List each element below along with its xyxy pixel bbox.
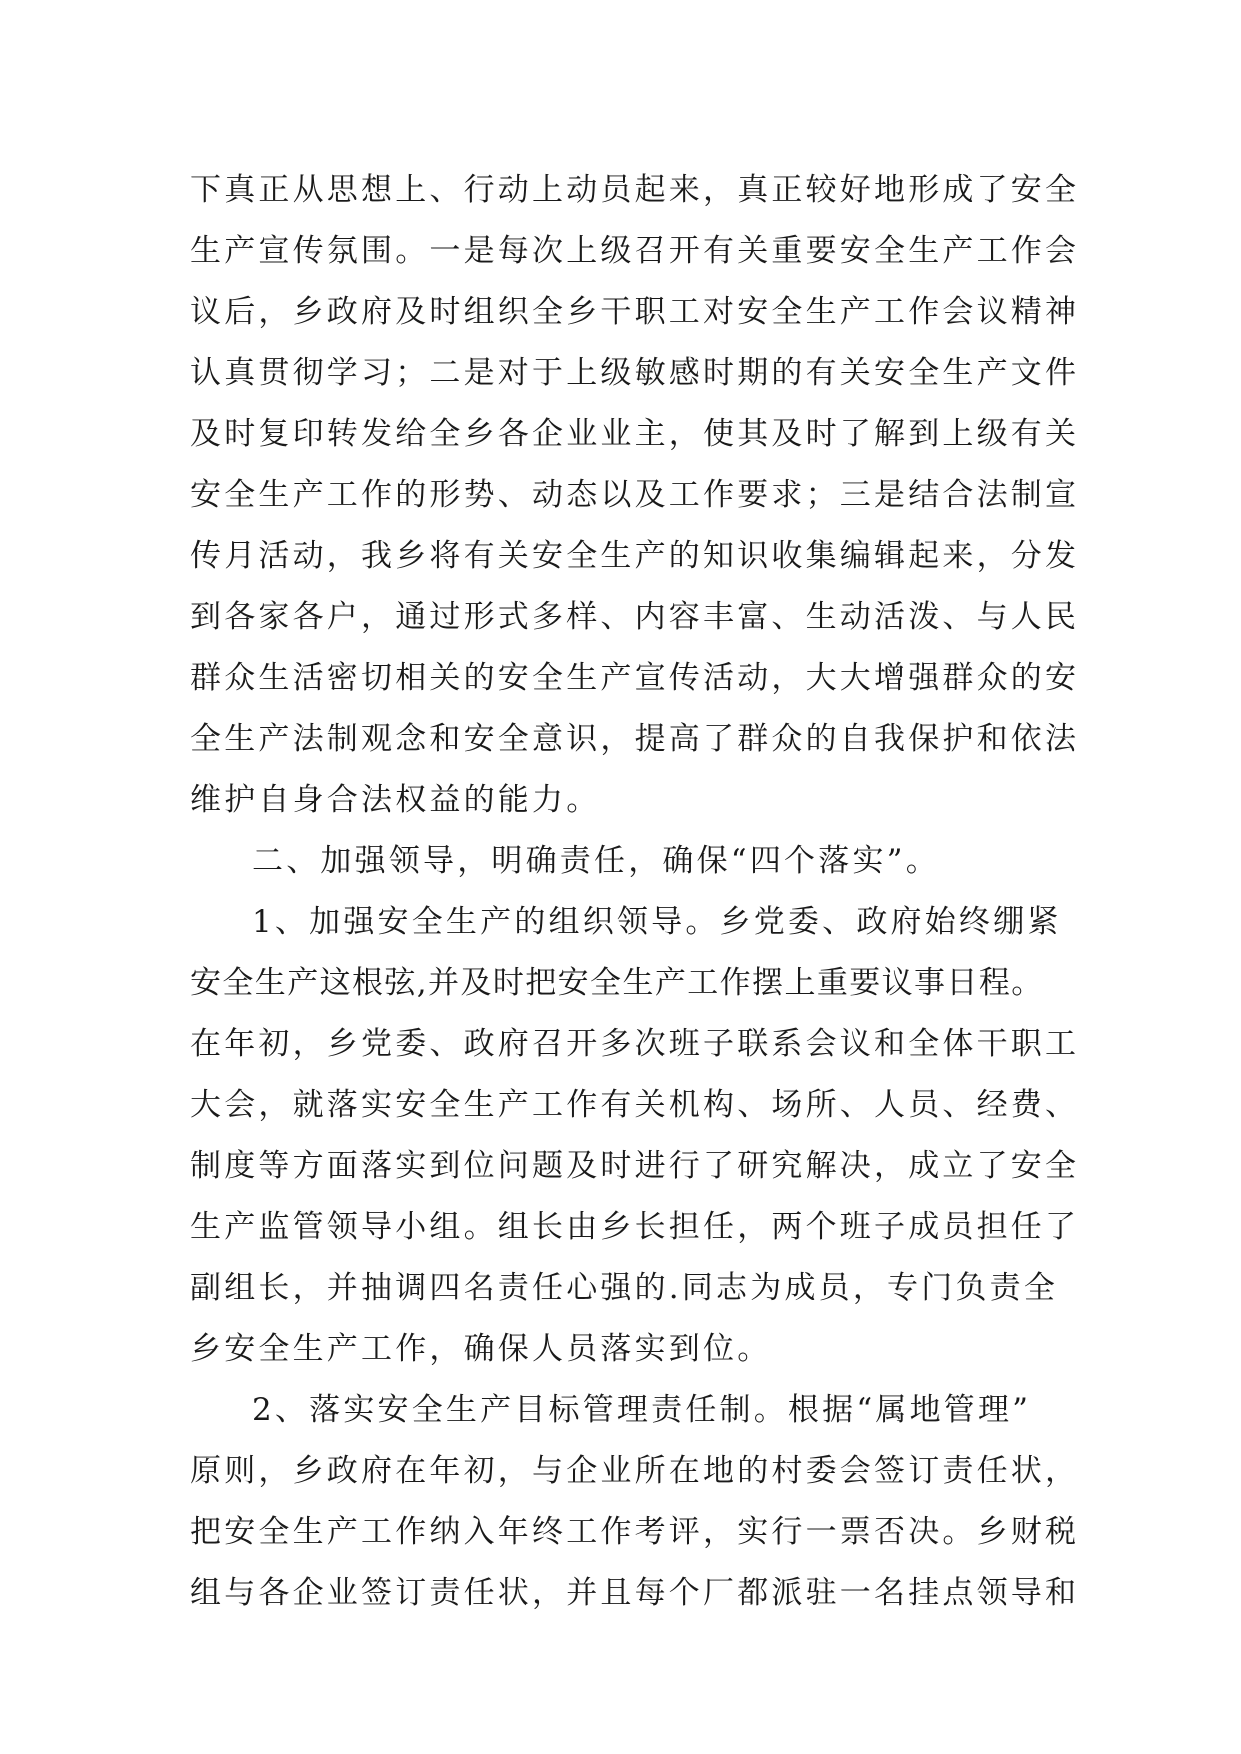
text-line: 及时复印转发给全乡各企业业主，使其及时了解到上级有关 — [190, 416, 1080, 452]
text-line: 把安全生产工作纳入年终工作考评，实行一票否决。乡财税 — [190, 1514, 1080, 1550]
paragraph-start: 2、落实安全生产目标管理责任制。根据“属地管理” — [252, 1392, 1032, 1428]
text-line: 认真贯彻学习；二是对于上级敏感时期的有关安全生产文件 — [190, 355, 1080, 391]
text-line: 议后，乡政府及时组织全乡干职工对安全生产工作会议精神 — [190, 294, 1080, 330]
section-heading: 二、加强领导，明确责任，确保“四个落实”。 — [252, 843, 940, 879]
text-line: 传月活动，我乡将有关安全生产的知识收集编辑起来，分发 — [190, 538, 1080, 574]
text-line: 在年初，乡党委、政府召开多次班子联系会议和全体干职工 — [190, 1026, 1080, 1062]
text-line: 大会，就落实安全生产工作有关机构、场所、人员、经费、 — [190, 1087, 1080, 1123]
text-line: 群众生活密切相关的安全生产宣传活动，大大增强群众的安 — [190, 660, 1080, 696]
body-text — [190, 160, 1090, 1624]
text-line: 下真正从思想上、行动上动员起来，真正较好地形成了安全 — [190, 172, 1080, 208]
text-line: 生产宣传氛围。一是每次上级召开有关重要安全生产工作会 — [190, 233, 1080, 269]
text-line: 乡安全生产工作，确保人员落实到位。 — [190, 1331, 772, 1367]
text-line: 全生产法制观念和安全意识，提高了群众的自我保护和依法 — [190, 721, 1080, 757]
text-line: 原则，乡政府在年初，与企业所在地的村委会签订责任状， — [190, 1453, 1080, 1489]
text-line: 维护自身合法权益的能力。 — [190, 782, 601, 818]
text-line: 副组长，并抽调四名责任心强的.同志为成员，专门负责全 — [190, 1270, 1059, 1306]
text-line: 生产监管领导小组。组长由乡长担任，两个班子成员担任了 — [190, 1209, 1080, 1245]
text-line: 到各家各户，通过形式多样、内容丰富、生动活泼、与人民 — [190, 599, 1080, 635]
text-line: 组与各企业签订责任状，并且每个厂都派驻一名挂点领导和 — [190, 1575, 1080, 1611]
text-line: 制度等方面落实到位问题及时进行了研究解决，成立了安全 — [190, 1148, 1080, 1184]
text-line: 安全生产这根弦,并及时把安全生产工作摆上重要议事日程。 — [190, 965, 1044, 1001]
text-line: 安全生产工作的形势、动态以及工作要求；三是结合法制宣 — [190, 477, 1080, 513]
paragraph-start: 1、加强安全生产的组织领导。乡党委、政府始终绷紧 — [252, 904, 1062, 940]
